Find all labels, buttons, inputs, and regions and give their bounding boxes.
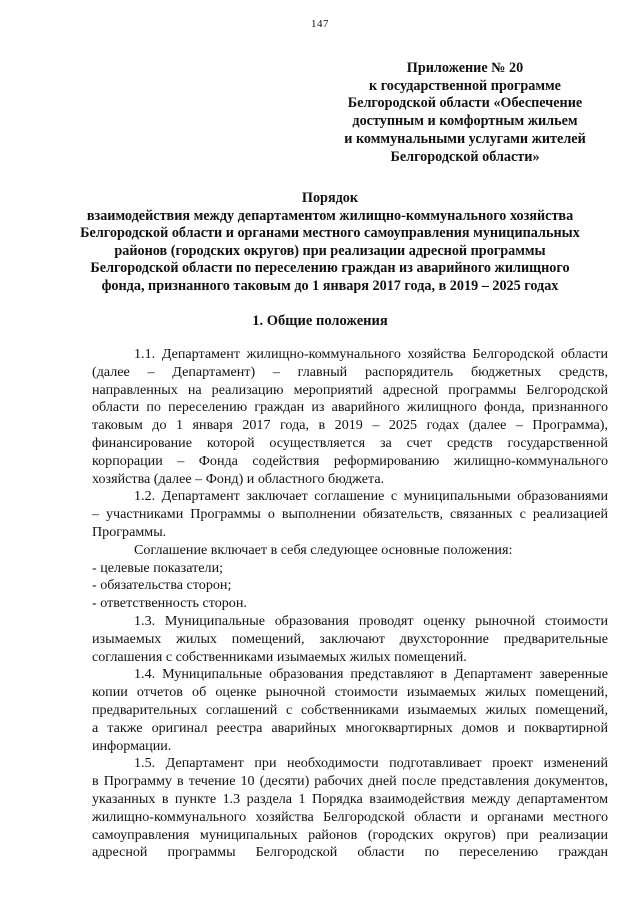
body-text-line: - целевые показатели; [92,559,224,576]
appendix-line: Белгородской области «Обеспечение [347,95,583,112]
body-text-line: – участниками Программы о выполнении обязательств, связанных с реализацией [92,506,608,523]
body-text-line: в Программу в течение 10 (десяти) рабочих дней после представления документов, [92,773,608,790]
title-line: Белгородской области по переселению граждан из аварийного жилищного [90,260,570,277]
body-text-line: области по переселению граждан из аварийного жилищного фонда, признанного [92,399,608,416]
body-text-line: (далее – Департамент) – главный распорядитель бюджетных средств, [92,363,608,380]
title-line: Белгородской области и органами местного самоуправления муниципальных [80,225,580,242]
body-text-line: 1.3. Муниципальные образования проводят оценку рыночной стоимости [134,612,608,629]
body-text-line: 1.2. Департамент заключает соглашение с муниципальными образованиями [134,488,608,505]
document-title [80,190,580,296]
body-text-line: 1.5. Департамент при необходимости подготавливает проект изменений [134,755,608,772]
body-text-line: корпорации – Фонда содействия реформированию жилищно-коммунального [92,452,608,469]
body-text-line: Соглашение включает в себя следующее основные положения: [134,541,513,558]
appendix-line: доступным и комфортным жильем [352,113,578,130]
section-heading: 1. Общие положения [252,313,388,329]
body-text-line: изымаемых жилых помещений, заключают двухсторонние предварительные [92,630,608,647]
body-text-line: жилищно-коммунального хозяйства Белгородской области и органами местного [92,808,608,825]
page-number: 147 [311,18,329,30]
body-text-line: копии отчетов об оценке рыночной стоимости изымаемых жилых помещений, [92,684,608,701]
body-text-line: а также оригинал реестра аварийных многоквартирных домов и поквартирной [92,719,608,736]
body-text-line: адресной программы Белгородской области по переселению граждан [92,844,608,861]
appendix-line: и коммунальными услугами жителей [344,130,586,147]
body-text-line: - ответственность сторон. [92,595,247,612]
appendix-line: к государственной программе [369,77,561,94]
body-text-line: финансирование которой осуществляется за счет средств государственной [92,434,608,451]
body-text-line: направленных на реализацию мероприятий адресной программы Белгородской [92,381,608,398]
body-text-line: самоуправления муниципальных районов (городских округов) при реализации [92,826,608,843]
body-text-line: - обязательства сторон; [92,577,232,594]
title-line: фонда, признанного таковым до 1 января 2017 года, в 2019 – 2025 годах [101,277,559,294]
body-text-line: 1.1. Департамент жилищно-коммунального хозяйства Белгородской области [134,346,608,362]
body-text-line: 1.4. Муниципальные образования представляют в Департамент заверенные [134,666,608,683]
appendix-header [300,60,630,166]
body-text-line: Программы. [92,523,167,540]
appendix-line: Белгородской области» [390,148,540,165]
body-text-line: информации. [92,737,172,754]
body-text-line: хозяйства (далее – Фонд) и областного бюджета. [92,470,385,487]
appendix-line: Приложение № 20 [406,60,524,76]
body-text-line: указанных в пункте 1.3 раздела 1 Порядка взаимодействия между департаментом [92,790,608,807]
body-text-line: таковым до 1 января 2017 года, в 2019 – 2025 годах (далее – Программа), [92,417,608,434]
title-line: районов (городских округов) при реализации адресной программы [114,242,546,259]
body-text-line: предварительных соглашений с собственниками изымаемых жилых помещений, [92,701,608,718]
title-line: взаимодействия между департаментом жилищно-коммунального хозяйства [86,207,574,224]
body-text-line: соглашения с собственниками изымаемых жилых помещений. [92,648,467,665]
title-line: Порядок [301,190,359,206]
document-body [92,346,608,862]
